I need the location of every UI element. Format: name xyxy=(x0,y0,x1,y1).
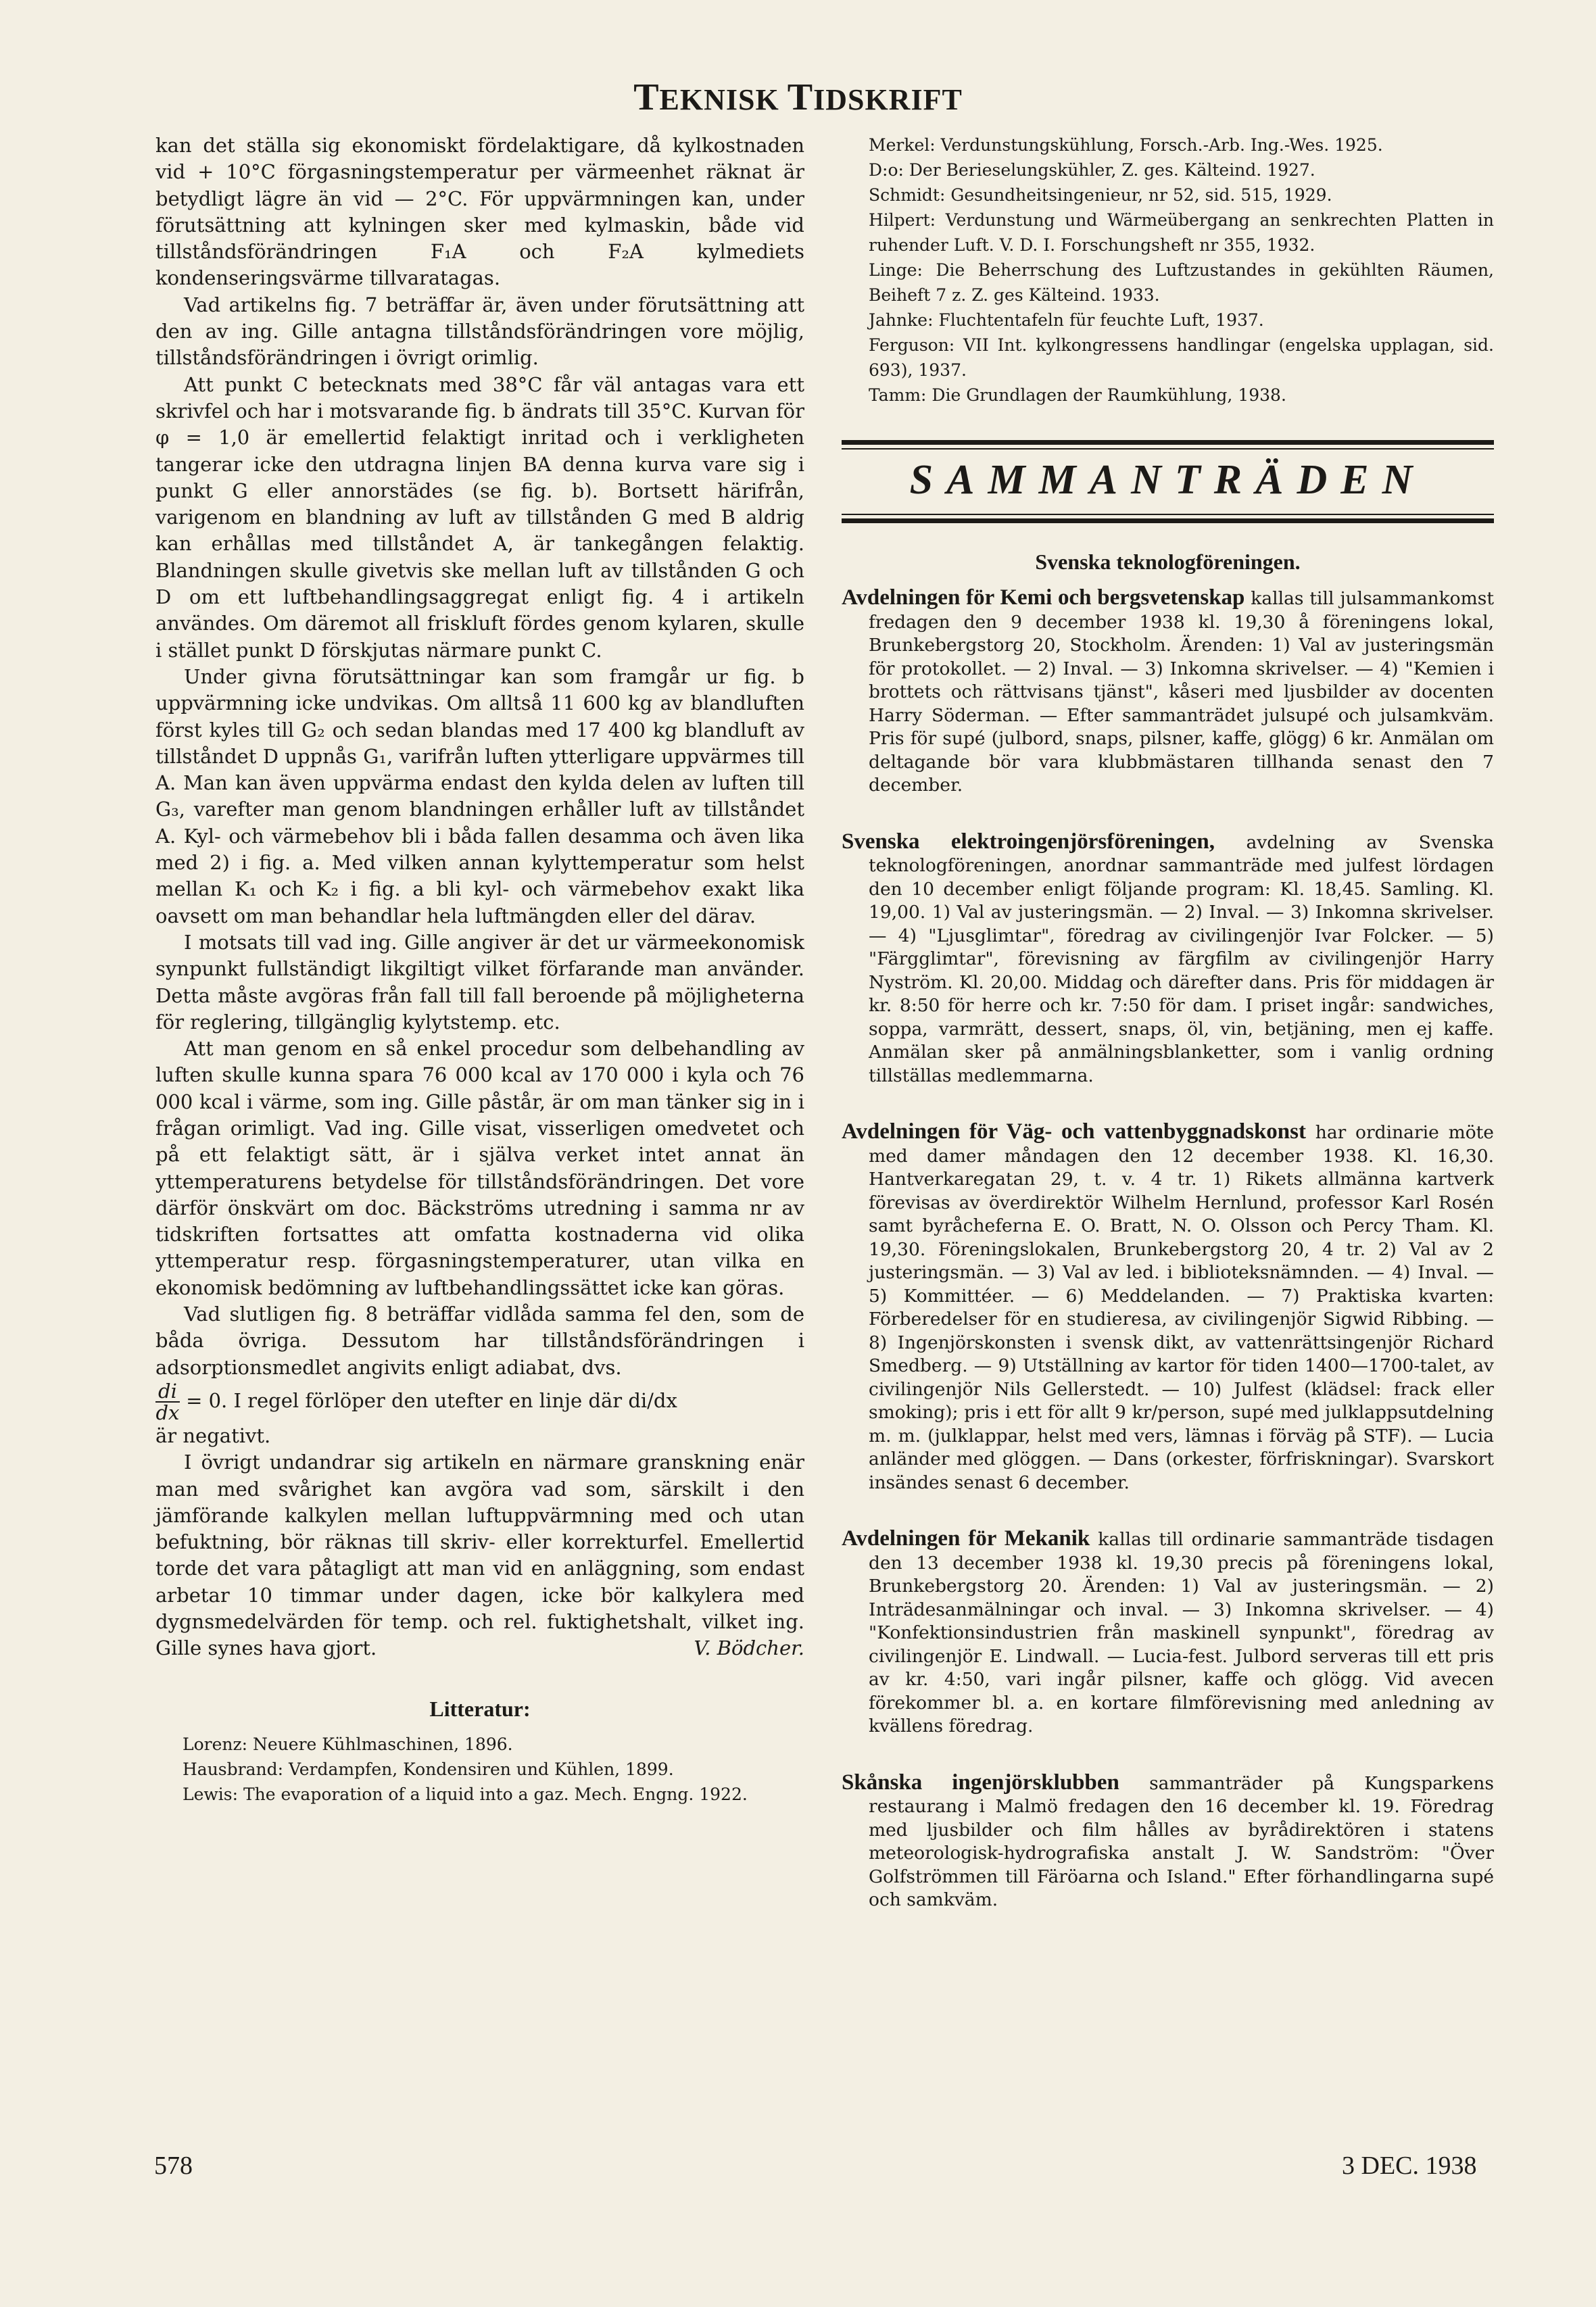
entry-heading: Avdelningen för Mekanik xyxy=(842,1526,1090,1551)
reference: Hausbrand: Verdampfen, Kondensiren und Kühlen, 1899. xyxy=(183,1759,674,1779)
reference: Lewis: The evaporation of a liquid into a gaz. Mech. Engng. 1922. xyxy=(183,1784,748,1804)
meeting-entry: Avdelningen för Väg- och vattenbyggnadskonst har ordinarie möte med damer måndagen den 12 december 1938. Kl. 16,30. Hantverkaregatan 29, t. v. 4 tr. 1) Rikets allmänna kartverk förevisas av överdirektör Wilhelm Hernlund, professor Karl Rosén samt byråcheferna E. O. Bratt, N. O. Olsson och Percy Tham. Kl. 19,30. Föreningslokalen, Brunkebergstorg 20, 4 tr. 2) Val av 2 justeringsmän. — 3) Val av led. i biblioteksnämnden. — 4) Inval. — 5) Kommittéer. — 6) Meddelanden. — 7) Praktiska kvarten: Förberedelser för en studieresa, av civilingenjör Sigwid Ribbing. — 8) Ingenjörskonsten i svensk dikt, av vattenrättsingenjör Richard Smedberg. — 9) Utställning av kartor för tiden 1400—1700-talet, av civilingenjör Nils Gellerstedt. — 10) Julfest (klädsel: frack eller smoking); pris i ett för allt 9 kr/person, supé med julklappsutdelning m. m. (julklappar, helst med vers, lämnas i förväg på STF). — Lucia anländer med glöggen. — Dans (orkester, förfriskningar). Svarskort insändes senast 6 december. xyxy=(842,1119,1494,1493)
reference: Linge: Die Beherrschung des Luftzustandes in gekühlten Räumen, Beiheft 7 z. Z. ges Kälteind. 1933. xyxy=(869,260,1494,305)
meeting-entry: Skånska ingenjörsklubben sammanträder på Kungsparkens restaurang i Malmö fredagen den 16 december kl. 19. Föredrag med ljusbilder och film hålles av byrådirektören i statens meteorologisk-hydrografiska anstalt J. W. Sandström: "Över Golfströmmen till Färöarna och Island." Efter förhandlingarna supé och samkväm. xyxy=(842,1770,1494,1911)
entry-heading: Svenska elektroingenjörsföreningen, xyxy=(842,829,1215,854)
rule xyxy=(842,440,1494,445)
issue-date: 3 DEC. 1938 xyxy=(1342,2152,1477,2180)
entry-heading: Avdelningen för Väg- och vattenbyggnadskonst xyxy=(842,1119,1306,1144)
paragraph: I motsats till vad ing. Gille angiver är det ur värmeekonomisk synpunkt fullständigt likgiltigt vilket förfarande man använder. Detta måste avgöras från fall till fall beroende på möjligheterna för reglering, tillgänglig kylytstemp. etc. xyxy=(155,930,804,1034)
banner-title: SAMMANTRÄDEN xyxy=(909,457,1426,503)
meeting-entry: Avdelningen för Mekanik kallas till ordinarie sammanträde tisdagen den 13 december 1938 kl. 19,30 precis på föreningens lokal, Brunkebergstorg 20. Ärenden: 1) Val av justeringsmän. — 2) Inträdesanmälningar och inval. — 3) Inkomna skrivelser. — 4) "Konfektionsindustrien från maskinell synpunkt", föredrag av civilingenjör E. Lindwall. — Lucia-fest. Julbord serveras till ett pris av kr. 4:50, vari ingår pilsner, kaffe och glögg. Vid avecen förekommer bl. a. en kortare filmförevisning med anledning av kvällens föredrag. xyxy=(842,1526,1494,1737)
paragraph: kan det ställa sig ekonomiskt fördelaktigare, då kylkostnaden vid + 10°C förgasningstemperatur per värmeenhet räknat är betydligt lägre än vid — 2°C. För uppvärmningen kan, under förutsättning att kylningen sker med kylmaskin, både vid tillståndsförändringen F₁A och F₂A kylmediets kondenseringsvärme tillvaratagas. xyxy=(155,134,804,290)
reference: Merkel: Verdunstungskühlung, Forsch.-Arb. Ing.-Wes. 1925. xyxy=(869,135,1383,155)
left-column xyxy=(155,132,804,1807)
reference: D:o: Der Berieselungskühler, Z. ges. Kälteind. 1927. xyxy=(869,160,1315,180)
reference: Jahnke: Fluchtentafeln für feuchte Luft, 1937. xyxy=(869,310,1264,330)
rule xyxy=(842,518,1494,523)
paragraph: Vad artikelns fig. 7 beträffar är, även under förutsättning att den av ing. Gille antagna tillståndsförändringen vore möjlig, tillståndsförändringen i övrigt orimlig. xyxy=(155,293,804,370)
paragraph: Att punkt C betecknats med 38°C får väl antagas vara ett skrivfel och har i motsvarande fig. b ändrats till 35°C. Kurvan för φ = 1,0 är emellertid felaktigt inritad och i verkligheten tangerar icke den utdragna linjen BA denna kurva vare sig i punkt G eller annorstädes (se fig. b). Bortsett härifrån, varigenom en blandning av luft av tillstånden G med B aldrig kan erhållas med tillståndet A, är tankegången felaktig. Blandningen skulle givetvis ske mellan luft av tillstånden G och D om ett luftbehandlingsaggregat enligt fig. 4 i artikeln användes. Om däremot all friskluft fördes genom kylaren, skulle i stället punkt D förskjutas närmare punkt C. xyxy=(155,372,804,662)
rule xyxy=(842,514,1494,515)
masthead: TEKNISK TIDSKRIFT xyxy=(633,76,963,118)
reference: Schmidt: Gesundheitsingenieur, nr 52, sid. 515, 1929. xyxy=(869,185,1332,205)
section-title: Svenska teknologföreningen. xyxy=(1035,550,1301,574)
paragraph: Att man genom en så enkel procedur som delbehandling av luften skulle kunna spara 76 000 kcal av 170 000 i kyla och 76 000 kcal i värme, som ing. Gille påstår, är om man tänker sig in i frågan orimligt. Vad ing. Gille visat, visserligen omedvetet och på ett felaktigt sätt, är i själva verket intet annat än yttemperaturens betydelse för tillståndsförändringen. Det vore därför önskvärt om doc. Bäckströms utredning i samma nr av tidskriften fortsattes att omfatta kostnaderna vid olika yttemperatur resp. förgasningstemperaturer, utan vilka en ekonomisk bedömning av luftbehandlingssättet icke kan göras. xyxy=(155,1037,804,1299)
literature-heading: Litteratur: xyxy=(429,1696,531,1721)
fraction: $\frac{di}{dx}$ xyxy=(155,1379,180,1424)
formula-after: är negativt. xyxy=(155,1424,271,1447)
page-number: 578 xyxy=(154,2152,193,2180)
meeting-entry: Svenska elektroingenjörsföreningen, avdelning av Svenska teknologföreningen, anordnar sammanträde med julfest lördagen den 10 december enligt följande program: Kl. 18,45. Samling. Kl. 19,00. 1) Val av justeringsmän. — 2) Inval. — 3) Inkomna skrivelser. — 4) "Ljusglimtar", föredrag av civilingenjör Ivar Folcker. — 5) "Färgglimtar", förevisning av färgfilm av civilingenjör Harry Nyström. Kl. 20,00. Middag och därefter dans. Pris för middagen är kr. 8:50 för herre och kr. 7:50 för dam. I priset ingår: sandwiches, soppa, varmrätt, dessert, snaps, öl, vin, betjäning, men ej kaffe. Anmälan sker på anmälningsblanketter, som i vanlig ordning tillställas medlemmarna. xyxy=(842,829,1494,1086)
signature: V. Bödcher. xyxy=(694,1636,804,1660)
entry-heading: Avdelningen för Kemi och bergsvetenskap xyxy=(842,585,1245,610)
meeting-entry: Avdelningen för Kemi och bergsvetenskap kallas till julsammankomst fredagen den 9 december 1938 kl. 19,30 å föreningens lokal, Brunkebergstorg 20, Stockholm. Ärenden: 1) Val av justeringsmän för protokollet. — 2) Inval. — 3) Inkomna skrivelser. — 4) "Kemien i brottets och rättvisans tjänst", kåseri med ljusbilder av docenten Harry Söderman. — Efter sammanträdet julsupé och julsamkväm. Pris för supé (julbord, snaps, pilsner, kaffe, glögg) 6 kr. Anmälan om deltagande bör vara klubbmästaren tillhanda senast den 7 december. xyxy=(842,585,1494,796)
reference: Lorenz: Neuere Kühlmaschinen, 1896. xyxy=(183,1734,513,1754)
formula-line: $\frac{di}{dx}$ = 0. I regel förlöper den utefter en linje där di/dx xyxy=(155,1379,677,1424)
reference: Ferguson: VII Int. kylkongressens handlingar (engelska upplagan, sid. 693), 1937. xyxy=(869,335,1494,380)
paragraph: Under givna förutsättningar kan som framgår ur fig. b uppvärmning icke undvikas. Om alltså 11 600 kg av blandluften först kyles till G₂ och sedan blandas med 17 400 kg blandluft av tillståndet D uppnås G₁, varifrån luften ytterligare uppvärmes till A. Man kan även uppvärma endast den kylda delen av luften till G₃, varefter man genom blandningen erhåller luft av tillståndet A. Kyl- och värmebehov bli i båda fallen desamma och även lika med 2) i fig. a. Med vilken annan kylyttemperatur som helst mellan K₁ och K₂ i fig. a bli kyl- och värmebehov exakt lika oavsett om man behandlar hela luftmängden eller del därav. xyxy=(155,664,804,927)
entry-heading: Skånska ingenjörsklubben xyxy=(842,1770,1119,1795)
reference: Hilpert: Verdunstung und Wärmeübergang an senkrechten Platten in ruhender Luft. V. D. I. Forschungsheft nr 355, 1932. xyxy=(869,210,1494,255)
paragraph: I övrigt undandrar sig artikeln en närmare granskning enär man med svårighet kan avgöra vad som, särskilt i den jämförande kalkylen mellan luftuppvärmning med och utan befuktning, bör räknas till skriv- eller korrekturfel. Emellertid torde det vara påtagligt att man vid en anläggning, som endast arbetar 10 timmar under dagen, icke bör kalkylera med dygnsmedelvärden för temp. och rel. fuktighetshalt, vilket ing. Gille synes hava gjort. V. Bödcher. xyxy=(155,1449,804,1661)
reference: Tamm: Die Grundlagen der Raumkühlung, 1938. xyxy=(869,385,1286,405)
section-banner xyxy=(842,440,1494,523)
right-column xyxy=(842,132,1494,1945)
paragraph: Vad slutligen fig. 8 beträffar vidlåda samma fel den, som de båda övriga. Dessutom har tillståndsförändringen i adsorptionsmedlet angivits enligt adiabat, dvs. xyxy=(155,1303,804,1379)
